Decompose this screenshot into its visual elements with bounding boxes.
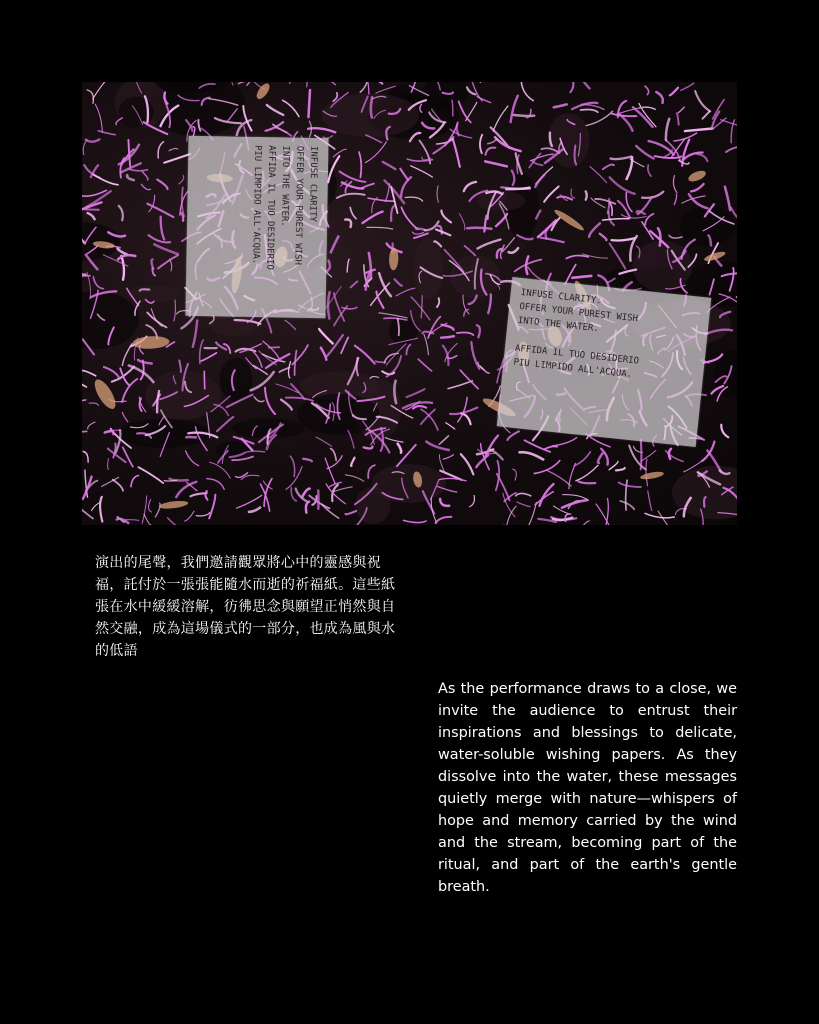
wishing-paper-right: INFUSE CLARITY. OFFER YOUR PUREST WISH INTO THE WATER. AFFIDA IL TUO DESIDERIO PIU LIMPIDO ALL'ACQUA. <box>497 277 712 447</box>
english-paragraph: As the performance draws to a close, we invite the audience to entrust their inspirations and blessings to delicate, water-soluble wishing papers. As they dissolve into the water, these messages quietly merge with nature—whispers of hope and memory carried by the wind and the stream, becoming part of the ritual, and part of the earth's gentle breath. <box>438 681 737 895</box>
wishing-papers-photo <box>82 82 737 525</box>
chinese-paragraph: 演出的尾聲，我們邀請觀眾將心中的靈感與祝福，託付於一張張能隨水而逝的祈福紙。這些紙張在水中緩緩溶解，彷彿思念與願望正悄然與自然交融，成為這場儀式的一部分，也成為風與水的低語 <box>95 555 396 659</box>
wishing-paper-left <box>185 136 328 318</box>
wishing-paper-left-text: INFUSE CLARITY OFFER YOUR PUREST WISH INTO THE WATER. AFFIDA IL TUO DESIDERIO PIU LIMPIDO ALL'ACQUA. <box>250 144 319 270</box>
